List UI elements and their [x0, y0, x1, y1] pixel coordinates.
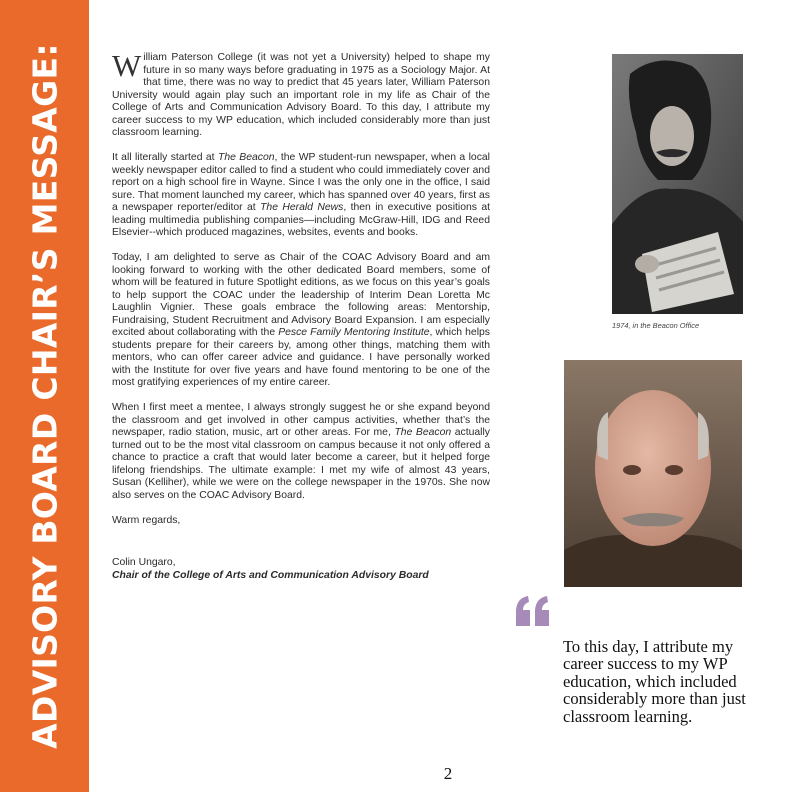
paragraph-4: When I first meet a mentee, I always strongly suggest he or she expand beyond the classroom and get involved in other campus activities, whether that’s the newspaper, radio station, music, art or other areas. For me, The Beacon actually turned out to be the most vital classroom on campus because it not only offered a chance to practice a craft that would later become a career, but it helped forge lifelong friendships. The ultimate example: I met my wife of almost 43 years, Susan (Kelliher), while we were on the college newspaper in the 1970s. She now also serves on the COAC Advisory Board.	[112, 402, 490, 501]
beacon-title: The Beacon	[217, 152, 275, 163]
letter-body	[112, 48, 490, 582]
beacon-title-2: The Beacon	[394, 427, 452, 438]
closing: Warm regards,	[112, 514, 181, 526]
quote-icon	[514, 594, 552, 640]
photo-current-portrait	[564, 360, 742, 587]
photo-caption: 1974, in the Beacon Office	[612, 321, 700, 330]
pull-quote: To this day, I attribute my career success to my WP education, which included considerably more than just classroom learning.	[563, 637, 746, 726]
paragraph-3: Today, I am delighted to serve as Chair of the COAC Advisory Board and am looking forward to working with the other dedicated Board members, some of whom will be featured in future Spotlight editions, as we focus on this year’s goals to help support the COAC under the leadership of Interim Dean Loretta Mc Laughlin Vignier. These goals embrace the following areas: Mentorship, Fundraising, Student Recruitment and Advisory Board Expansion. I am especially excited about collaborating with the Pesce Family Mentoring Institute, which helps students prepare for their careers by, among other things, matching them with mentors, who can offer career advice and guidance. I have personally worked with the Institute for over five years and have found mentoring to be one of the most gratifying experiences of my entire career.	[112, 252, 490, 388]
pesce-institute: Pesce Family Mentoring Institute	[278, 327, 430, 338]
photo-1974-beacon-office	[612, 54, 743, 314]
section-title: ADVISORY BOARD CHAIR’S MESSAGE:	[25, 43, 65, 749]
drop-cap: W	[112, 48, 142, 83]
herald-title: The Herald News	[260, 202, 344, 213]
paragraph-1: William Paterson College (it was not yet a University) helped to shape my future in so many ways before graduating in 1975 as a Sociology Major. At that time, there was no way to predict that 45 years later, William Paterson University would again play such an important role in my life as Chair of the College of Arts and Communication Advisory Board. To this day, I attribute my career success to my WP education, which included considerably more than just classroom learning.	[112, 48, 490, 138]
page-number: 2	[443, 764, 453, 783]
sidebar-band	[0, 0, 89, 792]
signer-title: Chair of the College of Arts and Communication Advisory Board	[112, 569, 429, 581]
paragraph-2: It all literally started at The Beacon, the WP student-run newspaper, when a local weekly newspaper editor called to find a student who could immediately cover and report on a high school fire in Wayne. Since I was the only one in the office, I said sure. That moment launched my career, which has spanned over 40 years, first as a newspaper reporter/editor at The Herald News, then in executive positions at leading multimedia publishing companies—including McGraw-Hill, IDG and Reed Elsevier--which produced magazines, websites, events and books.	[112, 152, 490, 238]
signer-name: Colin Ungaro,	[112, 557, 176, 568]
